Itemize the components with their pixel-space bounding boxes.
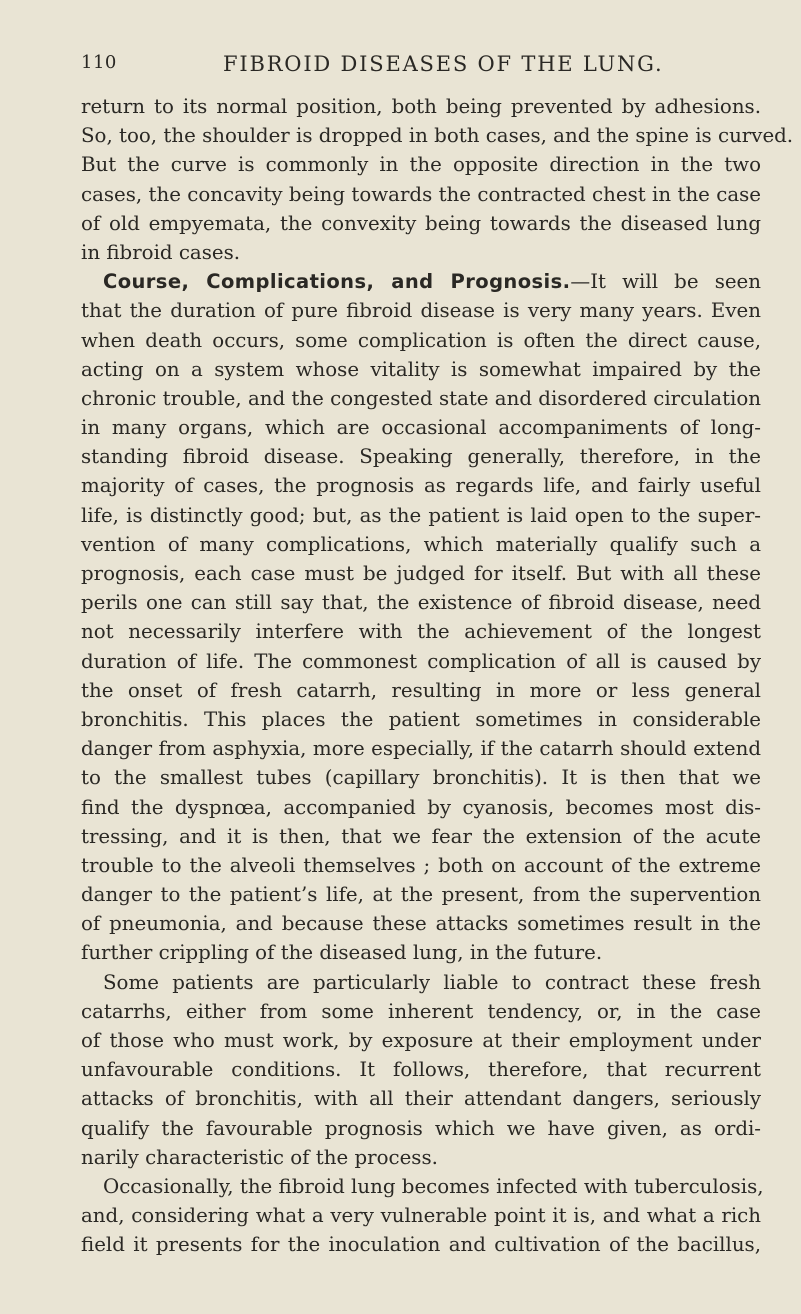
text-line: standing fibroid disease. Speaking generally, therefore, in the	[81, 445, 761, 469]
text-line: chronic trouble, and the congested state and disordered circulation	[81, 386, 761, 410]
running-header	[81, 52, 761, 82]
text-line: to the smallest tubes (capillary bronchitis). It is then that we	[81, 766, 761, 790]
text-line: majority of cases, the prognosis as regards life, and fairly useful	[81, 474, 761, 498]
text-line: qualify the favourable prognosis which we have given, as ordi-	[81, 1116, 761, 1140]
section-heading: Course, Complications, and Prognosis.	[103, 270, 571, 294]
text-line: in fibroid cases.	[81, 240, 241, 264]
text-line: the onset of fresh catarrh, resulting in more or less general	[81, 678, 761, 702]
text-line: further crippling of the diseased lung, in the future.	[81, 941, 603, 965]
text-line: —It will be seen	[570, 270, 761, 294]
text-line: find the dyspnœa, accompanied by cyanosis, becomes most dis-	[81, 795, 761, 819]
text-line: that the duration of pure fibroid disease is very many years. Even	[81, 299, 761, 323]
text-line: attacks of bronchitis, with all their attendant dangers, seriously	[81, 1087, 761, 1111]
text-line: of old empyemata, the convexity being towards the diseased lung	[81, 211, 761, 235]
text-line: vention of many complications, which materially qualify such a	[81, 532, 761, 556]
body-text	[81, 92, 794, 1260]
text-line: life, is distinctly good; but, as the patient is laid open to the super-	[81, 503, 761, 527]
text-line: of those who must work, by exposure at their employment under	[81, 1029, 761, 1052]
text-line: duration of life. The commonest complication of all is caused by	[81, 649, 761, 673]
text-line: of pneumonia, and because these attacks sometimes result in the	[81, 912, 761, 936]
text-line: danger to the patient’s life, at the present, from the supervention	[81, 883, 761, 907]
text-line: danger from asphyxia, more especially, if the catarrh should extend	[81, 737, 761, 761]
text-line: bronchitis. This places the patient sometimes in considerable	[81, 707, 761, 731]
text-line: So, too, the shoulder is dropped in both cases, and the spine is curved.	[81, 124, 794, 148]
text-line: return to its normal position, both being prevented by adhesions.	[81, 95, 761, 118]
text-line: acting on a system whose vitality is somewhat impaired by the	[81, 357, 761, 381]
text-line: when death occurs, some complication is often the direct cause,	[81, 328, 761, 352]
text-line: tressing, and it is then, that we fear the extension of the acute	[81, 824, 761, 848]
text-line: But the curve is commonly in the opposite direction in the two	[81, 153, 761, 177]
page-number: 110	[81, 52, 117, 73]
text-line: cases, the concavity being towards the contracted chest in the case	[81, 182, 761, 206]
text-line: narily characteristic of the process.	[81, 1145, 438, 1169]
text-line: in many organs, which are occasional accompaniments of long-	[81, 416, 761, 440]
text-line: trouble to the alveoli themselves ; both on account of the extreme	[81, 853, 761, 877]
running-title: FIBROID DISEASES OF THE LUNG.	[223, 52, 664, 76]
text-line: Some patients are particularly liable to contract these fresh	[103, 970, 761, 994]
text-line: field it presents for the inoculation and cultivation of the bacillus,	[81, 1233, 761, 1257]
text-line: Occasionally, the fibroid lung becomes infected with tuberculosis,	[103, 1174, 764, 1198]
text-line: prognosis, each case must be judged for itself. But with all these	[81, 562, 761, 585]
text-line: not necessarily interfere with the achievement of the longest	[81, 620, 761, 644]
text-line: perils one can still say that, the existence of fibroid disease, need	[81, 591, 761, 615]
text-line: unfavourable conditions. It follows, therefore, that recurrent	[81, 1058, 761, 1082]
text-line: and, considering what a very vulnerable point it is, and what a rich	[81, 1204, 761, 1228]
text-line: catarrhs, either from some inherent tendency, or, in the case	[81, 999, 761, 1023]
section-heading-line	[81, 267, 761, 296]
